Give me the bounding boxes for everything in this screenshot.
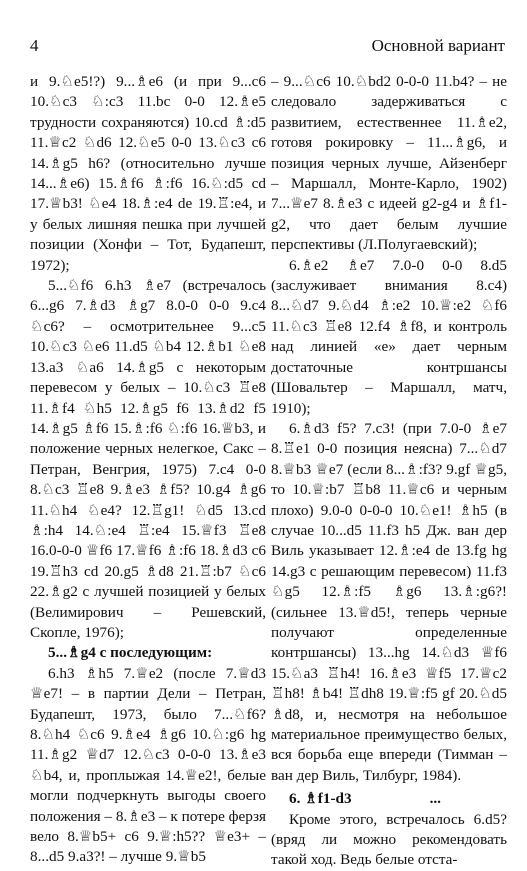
paragraph: 6.♗e2 ♗e7 7.0-0 0-0 8.d5 (заслуживает внимания 8.c4) 8...♘d7 9.♘d4 ♗:e2 10.♕:e2 ♘f6 11.♘c3 ♖e8 12.f4 ♗f8, и контроль над линией «e» дает черным достаточные контршансы (Шовальтер – Маршалл, матч, 1910); [271,256,507,417]
paragraph: Кроме этого, встречалось 6.d5? (вряд ли можно рекомендовать такой ход. Ведь белые отста- [271,810,507,869]
page-number: 4 [30,36,39,55]
paragraph: – 9...♘c6 10.♘bd2 0-0-0 11.b4? – не следовало задерживаться с развитием, естественнее 11.♗e2, готовя рокировку – 11...♗g6, и позиция черных лучше, Айзенберг – Маршалл, Монте-Карло, 1902) 7...♕e7 8.♗e3 c идеей g2-g4 и ♗f1-g2, что дает белым лучшие перспективы (Л.Полугаевский); [271,73,507,254]
move-heading [271,789,507,809]
right-column [271,72,507,871]
paragraph: 6.h3 ♗h5 7.♕e2 (после 7.♕d3 ♕e7! – в партии Дели – Петран, Будапешт, 1973, было 7...♘f6? 8.♘h4 ♘c6 9.♗e4 ♗g6 10.♘:g6 hg 11.♗g2 ♕d7 12.♘c3 0-0-0 13.♗e3 ♘b4, и, проплыжая 14.♕e2!, белые могли подчеркнуть выгоды своего положения – 8.♗e3 – к потере ферзя вело 8.♕b5+ c6 9.♕:h5?? ♕e3+ – 8...d5 9.a3?! – лучше 9.♕b5 [30,664,266,866]
paragraph: 5...♘f6 6.h3 ♗e7 (встречалось 6...g6 7.♗d3 ♗g7 8.0-0 0-0 9.c4 ♘c6? – осмотрительнее 9...c5 10.♘c3 ♘e6 11.d5 ♘b4 12.♗b1 ♘e8 13.a3 ♘a6 14.♗g5 с некоторым перевесом у белых – 10.♘c3 ♖e8 11.♗f4 ♘h5 12.♗g5 f6 13.♗d2 f5 14.♗g5 ♗f6 15.♗:f6 ♘:f6 16.♕b3, и положение черных нелегкое, Сакс – Петран, Венгрия, 1975) 7.c4 0-0 8.♘c3 ♖e8 9.♗e3 ♗f5? 10.g4 ♗g6 11.♘h4 ♘e4? 12.♖g1! ♘d5 13.cd ♗:h4 14.♘:e4 ♖:e4 15.♕f3 ♖e8 16.0-0-0 ♕f6 17.♕f6 ♗:f6 18.♗d3 c6 19.♖h3 cd 20.g5 ♗d8 21.♖:b7 ♘c6 22.♗g2 с лучшей позицией у белых (Велимирович – Решевский, Скопле, 1976); [30,277,266,641]
running-title: Основной вариант [371,36,505,55]
paragraph: 6.♗d3 f5? 7.c3! (при 7.0-0 ♗e7 8.♖e1 0-0 позиция неясна) 7...♘d7 8.♕b3 ♕e7 (если 8...♗:f3? 9.gf ♕g5, то 10.♕:b7 ♖b8 11.♕c6 и черным плохо) 9.0-0 0-0-0 10.♘e1! ♗h5 (в случае 10...d5 11.f3 h5 Дж. ван дер Виль указывает 12.♗:e4 de 13.fg hg 14.g3 с решающим перевесом) 11.f3 ♘g5 12.♗:f5 ♗g6 13.♗:g6?! (сильнее 13.♕d5!, теперь черные получают определенные контршансы) 13...hg 14.♘d3 ♕f6 15.♘a3 ♖h4! 16.♗e3 ♕f5 17.♕c2 ♖h8! ♗b4! ♖dh8 19.♕:f5 gf 20.♘d5 ♗d8, и, несмотря на небольшое материальное преимущество белых, вся борьба еще впереди (Тимман – ван дер Виль, Тилбург, 1984). [271,419,507,784]
move-heading-text: 6. ♗f1-d3 [289,790,352,808]
move-heading-dots: ... [429,790,441,808]
variation-heading: 5...♗g4 с последующим: [48,644,213,662]
left-column [30,72,266,868]
paragraph: и 9.♘e5!?) 9...♗e6 (и при 9...c6 10.♘c3 ♘:c3 11.bc 0-0 12.♗e5 трудности сохраняются) 10.cd ♗:d5 11.♕c2 ♘d6 12.♘e5 0-0 13.♘c3 c6 14.♗g5 h6? (относительно лучше 14...♗e6) 15.♗f6 ♗:f6 16.♘:d5 cd 17.♕b3! ♘e4 18.♗:e4 de 19.♖:e4, и у белых лишняя пешка при лучшей позиции (Хонфи – Тот, Будапешт, 1972); [30,73,266,274]
page-header [30,36,505,58]
